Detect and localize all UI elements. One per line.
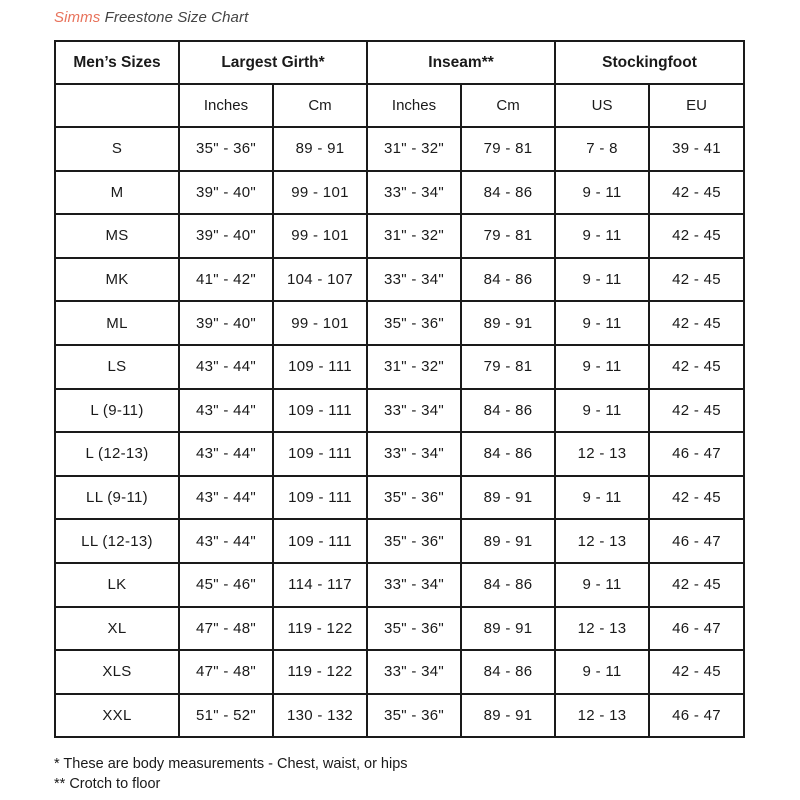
inseam-inches-cell: 33" - 34": [367, 563, 461, 607]
stockingfoot-us-cell: 12 - 13: [555, 519, 649, 563]
table-row: [55, 607, 744, 651]
girth-inches-cell: 45" - 46": [179, 563, 273, 607]
girth-inches-cell: 41" - 42": [179, 258, 273, 302]
girth-cm-cell: 99 - 101: [273, 214, 367, 258]
footnote-crotch-to-floor: ** Crotch to floor: [54, 776, 161, 792]
size-cell: M: [55, 171, 179, 215]
girth-cm-cell: 104 - 107: [273, 258, 367, 302]
header-largest-girth: Largest Girth*: [179, 41, 367, 84]
stockingfoot-eu-cell: 46 - 47: [649, 519, 744, 563]
stockingfoot-eu-cell: 46 - 47: [649, 607, 744, 651]
chart-title: [54, 9, 248, 26]
table-row: [55, 258, 744, 302]
stockingfoot-us-cell: 12 - 13: [555, 432, 649, 476]
size-cell: XL: [55, 607, 179, 651]
inseam-inches-cell: 33" - 34": [367, 432, 461, 476]
girth-cm-cell: 109 - 111: [273, 476, 367, 520]
inseam-cm-cell: 84 - 86: [461, 258, 555, 302]
stockingfoot-us-cell: 9 - 11: [555, 650, 649, 694]
stockingfoot-eu-cell: 42 - 45: [649, 389, 744, 433]
inseam-cm-cell: 84 - 86: [461, 650, 555, 694]
size-cell: XLS: [55, 650, 179, 694]
stockingfoot-eu-cell: 42 - 45: [649, 301, 744, 345]
header-row-groups: [55, 41, 744, 84]
stockingfoot-eu-cell: 42 - 45: [649, 258, 744, 302]
size-cell: S: [55, 127, 179, 171]
inseam-inches-cell: 31" - 32": [367, 214, 461, 258]
stockingfoot-us-cell: 9 - 11: [555, 214, 649, 258]
inseam-inches-cell: 35" - 36": [367, 476, 461, 520]
girth-cm-cell: 114 - 117: [273, 563, 367, 607]
inseam-cm-cell: 79 - 81: [461, 127, 555, 171]
girth-inches-cell: 39" - 40": [179, 214, 273, 258]
table-row: [55, 563, 744, 607]
size-cell: LL (12-13): [55, 519, 179, 563]
stockingfoot-us-cell: 9 - 11: [555, 563, 649, 607]
girth-cm-cell: 119 - 122: [273, 607, 367, 651]
inseam-cm-cell: 79 - 81: [461, 345, 555, 389]
size-chart-table: [54, 40, 745, 738]
girth-cm-cell: 89 - 91: [273, 127, 367, 171]
header-stockingfoot-eu: EU: [649, 84, 744, 127]
stockingfoot-us-cell: 9 - 11: [555, 345, 649, 389]
size-cell: XXL: [55, 694, 179, 738]
inseam-cm-cell: 89 - 91: [461, 694, 555, 738]
inseam-inches-cell: 33" - 34": [367, 171, 461, 215]
stockingfoot-eu-cell: 42 - 45: [649, 214, 744, 258]
stockingfoot-us-cell: 7 - 8: [555, 127, 649, 171]
stockingfoot-eu-cell: 39 - 41: [649, 127, 744, 171]
header-inseam-cm: Cm: [461, 84, 555, 127]
size-cell: L (9-11): [55, 389, 179, 433]
table-row: [55, 127, 744, 171]
size-chart-body: [55, 127, 744, 737]
size-cell: LL (9-11): [55, 476, 179, 520]
header-empty-cell: [55, 84, 179, 127]
inseam-cm-cell: 89 - 91: [461, 519, 555, 563]
inseam-cm-cell: 84 - 86: [461, 389, 555, 433]
footnotes: [54, 754, 408, 794]
inseam-cm-cell: 84 - 86: [461, 432, 555, 476]
inseam-cm-cell: 89 - 91: [461, 607, 555, 651]
size-cell: L (12-13): [55, 432, 179, 476]
table-row: [55, 476, 744, 520]
table-row: [55, 345, 744, 389]
header-girth-inches: Inches: [179, 84, 273, 127]
girth-inches-cell: 43" - 44": [179, 476, 273, 520]
stockingfoot-us-cell: 9 - 11: [555, 389, 649, 433]
inseam-inches-cell: 31" - 32": [367, 127, 461, 171]
table-row: [55, 432, 744, 476]
header-row-units: [55, 84, 744, 127]
header-stockingfoot-us: US: [555, 84, 649, 127]
inseam-cm-cell: 89 - 91: [461, 301, 555, 345]
table-row: [55, 171, 744, 215]
girth-cm-cell: 119 - 122: [273, 650, 367, 694]
inseam-inches-cell: 31" - 32": [367, 345, 461, 389]
size-cell: MK: [55, 258, 179, 302]
stockingfoot-us-cell: 9 - 11: [555, 476, 649, 520]
girth-cm-cell: 99 - 101: [273, 171, 367, 215]
inseam-inches-cell: 33" - 34": [367, 650, 461, 694]
stockingfoot-eu-cell: 42 - 45: [649, 650, 744, 694]
size-cell: LS: [55, 345, 179, 389]
girth-inches-cell: 43" - 44": [179, 519, 273, 563]
inseam-inches-cell: 35" - 36": [367, 607, 461, 651]
stockingfoot-us-cell: 9 - 11: [555, 301, 649, 345]
inseam-inches-cell: 35" - 36": [367, 694, 461, 738]
girth-inches-cell: 51" - 52": [179, 694, 273, 738]
girth-inches-cell: 39" - 40": [179, 301, 273, 345]
girth-inches-cell: 47" - 48": [179, 607, 273, 651]
stockingfoot-us-cell: 9 - 11: [555, 258, 649, 302]
inseam-cm-cell: 84 - 86: [461, 563, 555, 607]
table-row: [55, 214, 744, 258]
inseam-inches-cell: 35" - 36": [367, 519, 461, 563]
stockingfoot-eu-cell: 46 - 47: [649, 694, 744, 738]
chart-title-text: Freestone Size Chart: [104, 9, 249, 26]
header-stockingfoot: Stockingfoot: [555, 41, 744, 84]
size-cell: LK: [55, 563, 179, 607]
girth-inches-cell: 43" - 44": [179, 345, 273, 389]
inseam-inches-cell: 35" - 36": [367, 301, 461, 345]
brand-name: Simms: [54, 9, 101, 26]
inseam-cm-cell: 84 - 86: [461, 171, 555, 215]
stockingfoot-eu-cell: 42 - 45: [649, 171, 744, 215]
girth-inches-cell: 47" - 48": [179, 650, 273, 694]
table-row: [55, 694, 744, 738]
girth-cm-cell: 109 - 111: [273, 432, 367, 476]
footnote-body-measurements: * These are body measurements - Chest, waist, or hips: [54, 756, 408, 772]
table-row: [55, 389, 744, 433]
inseam-cm-cell: 89 - 91: [461, 476, 555, 520]
header-mens-sizes: Men’s Sizes: [55, 41, 179, 84]
inseam-inches-cell: 33" - 34": [367, 258, 461, 302]
stockingfoot-eu-cell: 42 - 45: [649, 563, 744, 607]
girth-cm-cell: 109 - 111: [273, 345, 367, 389]
stockingfoot-us-cell: 12 - 13: [555, 607, 649, 651]
stockingfoot-eu-cell: 42 - 45: [649, 476, 744, 520]
stockingfoot-eu-cell: 46 - 47: [649, 432, 744, 476]
table-row: [55, 650, 744, 694]
size-cell: ML: [55, 301, 179, 345]
stockingfoot-us-cell: 9 - 11: [555, 171, 649, 215]
size-cell: MS: [55, 214, 179, 258]
header-inseam: Inseam**: [367, 41, 555, 84]
girth-cm-cell: 109 - 111: [273, 389, 367, 433]
girth-cm-cell: 130 - 132: [273, 694, 367, 738]
inseam-inches-cell: 33" - 34": [367, 389, 461, 433]
girth-inches-cell: 39" - 40": [179, 171, 273, 215]
girth-cm-cell: 109 - 111: [273, 519, 367, 563]
header-inseam-inches: Inches: [367, 84, 461, 127]
girth-inches-cell: 35" - 36": [179, 127, 273, 171]
stockingfoot-us-cell: 12 - 13: [555, 694, 649, 738]
girth-inches-cell: 43" - 44": [179, 389, 273, 433]
stockingfoot-eu-cell: 42 - 45: [649, 345, 744, 389]
inseam-cm-cell: 79 - 81: [461, 214, 555, 258]
girth-cm-cell: 99 - 101: [273, 301, 367, 345]
table-row: [55, 301, 744, 345]
girth-inches-cell: 43" - 44": [179, 432, 273, 476]
table-row: [55, 519, 744, 563]
header-girth-cm: Cm: [273, 84, 367, 127]
